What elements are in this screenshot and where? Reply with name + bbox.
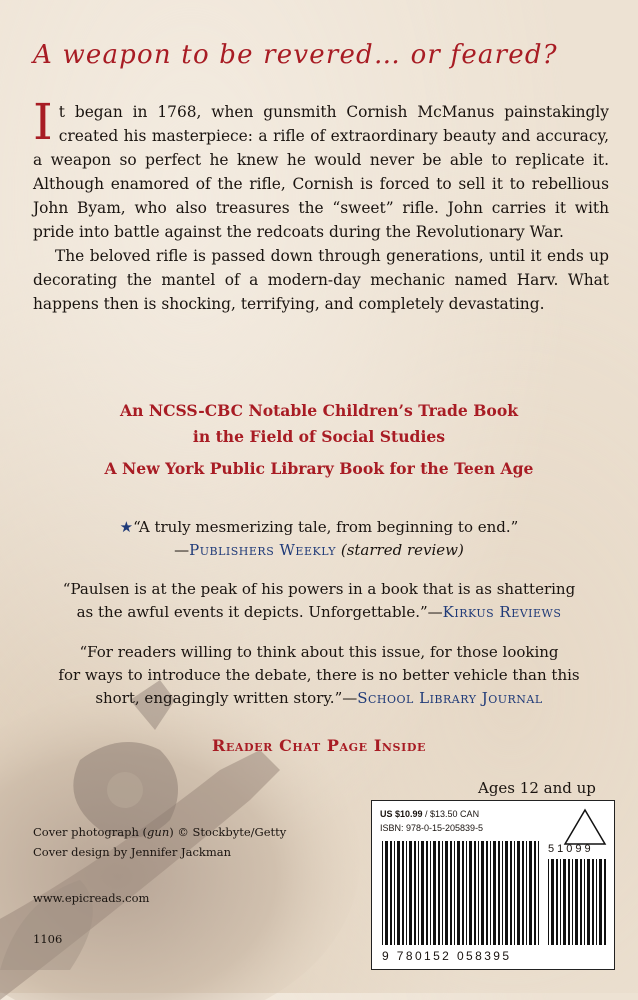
barcode-bar bbox=[575, 859, 578, 945]
barcode-bar bbox=[580, 859, 582, 945]
barcode-bar bbox=[450, 841, 452, 945]
barcode-bar bbox=[433, 841, 436, 945]
quote-source: School Library Journal bbox=[357, 689, 543, 707]
barcode-bar bbox=[442, 841, 443, 945]
barcode-bar bbox=[421, 841, 424, 945]
drop-cap: I bbox=[33, 93, 53, 151]
barcode-bar bbox=[418, 841, 419, 945]
ean-digits: 9 780152 058395 bbox=[382, 949, 512, 963]
barcode-box bbox=[371, 800, 615, 970]
barcode-bar bbox=[517, 841, 520, 945]
barcode-bar bbox=[534, 841, 536, 945]
age-range: Ages 12 and up bbox=[478, 779, 596, 797]
barcode-bar bbox=[481, 841, 484, 945]
quote-text: “A truly mesmerizing tale, from beginning to end.” bbox=[133, 518, 519, 536]
barcode-bar bbox=[587, 859, 590, 945]
quote-line: short, engagingly written story.”— bbox=[95, 689, 358, 707]
quote-source: Publishers Weekly bbox=[189, 541, 337, 559]
blurb-text-1: t began in 1768, when gunsmith Cornish McManus painstakingly created his masterpiece: a rifle of extraordinary beauty and accuracy, a weapon so perfect he knew he would never be able to replicate it. Although enamored of the rifle, Cornish is forced to sell it to rebellious John Byam, who also treasures the “sweet” rifle. John carries it with pride into battle against the redcoats during the Revolutionary War. bbox=[33, 103, 609, 241]
barcode-bar bbox=[526, 841, 527, 945]
barcode-bar bbox=[556, 859, 558, 945]
awards bbox=[0, 398, 638, 482]
quote-line: “Paulsen is at the peak of his powers in a book that is as shattering bbox=[62, 580, 576, 598]
barcode-bar bbox=[584, 859, 585, 945]
barcode-bar bbox=[469, 841, 472, 945]
website: www.epicreads.com bbox=[33, 891, 150, 905]
barcode-bar bbox=[599, 859, 602, 945]
blurb-paragraph-2: The beloved rifle is passed down through generations, until it ends up decorating the mantel of a modern-day mechanic named Harv. What happens then is shocking, terrifying, and completely devastating. bbox=[33, 247, 609, 313]
barcode-bar bbox=[438, 841, 440, 945]
barcode-bar bbox=[490, 841, 491, 945]
blurb bbox=[33, 93, 609, 316]
product-code: 1106 bbox=[33, 932, 63, 946]
barcode-bar bbox=[502, 841, 503, 945]
quote-line: as the awful events it depicts. Unforgettable.”— bbox=[76, 603, 443, 621]
price: US $10.99 / $13.50 CAN bbox=[380, 809, 480, 819]
barcode-bar bbox=[414, 841, 416, 945]
barcode-bar bbox=[514, 841, 515, 945]
barcode-bar bbox=[604, 859, 606, 945]
barcode-bar bbox=[462, 841, 464, 945]
quote-slj bbox=[0, 641, 638, 710]
photo-credit: Cover photograph (gun) © Stockbyte/Getty bbox=[33, 825, 287, 839]
barcode-bar bbox=[474, 841, 476, 945]
award-line-1: An NCSS-CBC Notable Children’s Trade Book bbox=[119, 401, 519, 420]
barcode-bar bbox=[445, 841, 448, 945]
barcode-bar bbox=[466, 841, 467, 945]
barcode-bar bbox=[478, 841, 479, 945]
barcode-bar bbox=[493, 841, 496, 945]
barcode-bar bbox=[592, 859, 594, 945]
barcode-bar bbox=[551, 859, 554, 945]
barcode-bar bbox=[426, 841, 428, 945]
barcode-bar bbox=[560, 859, 561, 945]
quote-line: for ways to introduce the debate, there is no better vehicle than this bbox=[58, 666, 580, 684]
design-credit: Cover design by Jennifer Jackman bbox=[33, 845, 232, 859]
addon-digits: 51099 bbox=[548, 843, 594, 855]
quote-source: Kirkus Reviews bbox=[442, 603, 562, 621]
award-line-2: in the Field of Social Studies bbox=[192, 427, 446, 446]
award-line-3: A New York Public Library Book for the Teen Age bbox=[104, 459, 534, 478]
barcode-bar bbox=[572, 859, 573, 945]
barcode-bar bbox=[394, 841, 395, 945]
barcode-bar bbox=[397, 841, 400, 945]
barcode-bar bbox=[596, 859, 597, 945]
barcode-bar bbox=[430, 841, 431, 945]
isbn: ISBN: 978-0-15-205839-5 bbox=[380, 823, 484, 833]
quote-publishers-weekly: ★“A truly mesmerizing tale, from beginning to end.” —Publishers Weekly (starred review) bbox=[119, 518, 519, 559]
addon-barcode bbox=[548, 859, 608, 945]
barcode-bar bbox=[454, 841, 455, 945]
barcode-bar bbox=[390, 841, 392, 945]
barcode-bar bbox=[402, 841, 404, 945]
headline: A weapon to be revered… or feared? bbox=[33, 40, 558, 70]
barcode-bar bbox=[548, 859, 549, 945]
reader-chat-note: Reader Chat Page Inside bbox=[212, 736, 426, 755]
quote-line: “For readers willing to think about this issue, for those looking bbox=[79, 643, 559, 661]
barcode-bar bbox=[385, 841, 388, 945]
barcode-bar bbox=[522, 841, 524, 945]
barcode-bar bbox=[457, 841, 460, 945]
triangle-icon bbox=[562, 807, 608, 847]
barcode-bar bbox=[529, 841, 532, 945]
barcode-bar bbox=[568, 859, 570, 945]
quote-note: (starred review) bbox=[340, 541, 464, 559]
barcode-bar bbox=[563, 859, 566, 945]
barcode-bar bbox=[498, 841, 500, 945]
blurb-paragraph-1 bbox=[33, 93, 609, 244]
barcode-bar bbox=[406, 841, 407, 945]
cover-credits bbox=[33, 822, 286, 862]
barcode-bar bbox=[382, 841, 383, 945]
barcode-bar bbox=[505, 841, 508, 945]
barcode-bar bbox=[538, 841, 539, 945]
star-icon: ★ bbox=[119, 518, 134, 536]
barcode-bar bbox=[409, 841, 412, 945]
ean-barcode bbox=[382, 841, 542, 945]
quote-kirkus bbox=[0, 578, 638, 624]
barcode-bar bbox=[486, 841, 488, 945]
barcode-bar bbox=[510, 841, 512, 945]
